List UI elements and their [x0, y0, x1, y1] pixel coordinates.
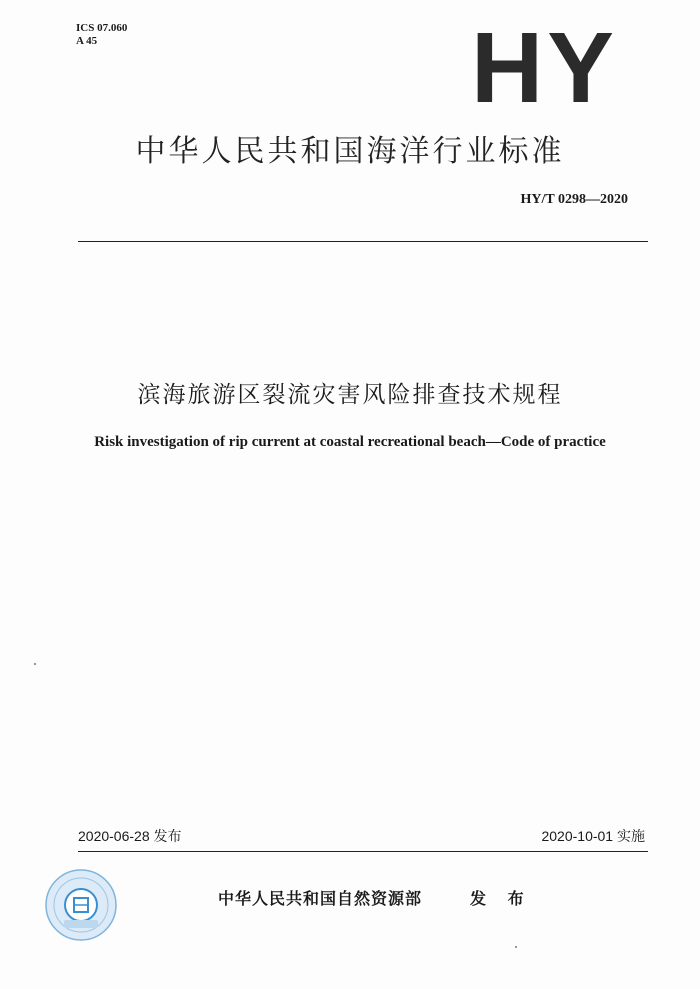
ics-code: ICS 07.060: [76, 22, 128, 34]
scan-speck: [34, 663, 36, 665]
classification-block: [76, 22, 127, 48]
issuing-authority: 中华人民共和国自然资源部: [218, 889, 423, 908]
implementation-date: 2020-10-01 实施: [541, 828, 645, 844]
top-divider: [78, 241, 648, 242]
publish-label: 发 布: [470, 889, 532, 908]
scan-speck: [515, 946, 517, 948]
certification-stamp-icon: [44, 868, 118, 942]
bottom-divider: [78, 851, 648, 852]
document-title-en: Risk investigation of rip current at coastal recreational beach—Code of practice: [94, 434, 606, 450]
standard-code: HY/T 0298—2020: [520, 192, 628, 207]
hy-logo-mark: HY: [471, 12, 618, 124]
standard-category-title: 中华人民共和国海洋行业标准: [135, 134, 565, 169]
document-title-cn: 滨海旅游区裂流灾害风险排查技术规程: [137, 382, 563, 408]
issue-date: 2020-06-28 发布: [78, 828, 182, 844]
classification-code: A 45: [76, 35, 98, 47]
